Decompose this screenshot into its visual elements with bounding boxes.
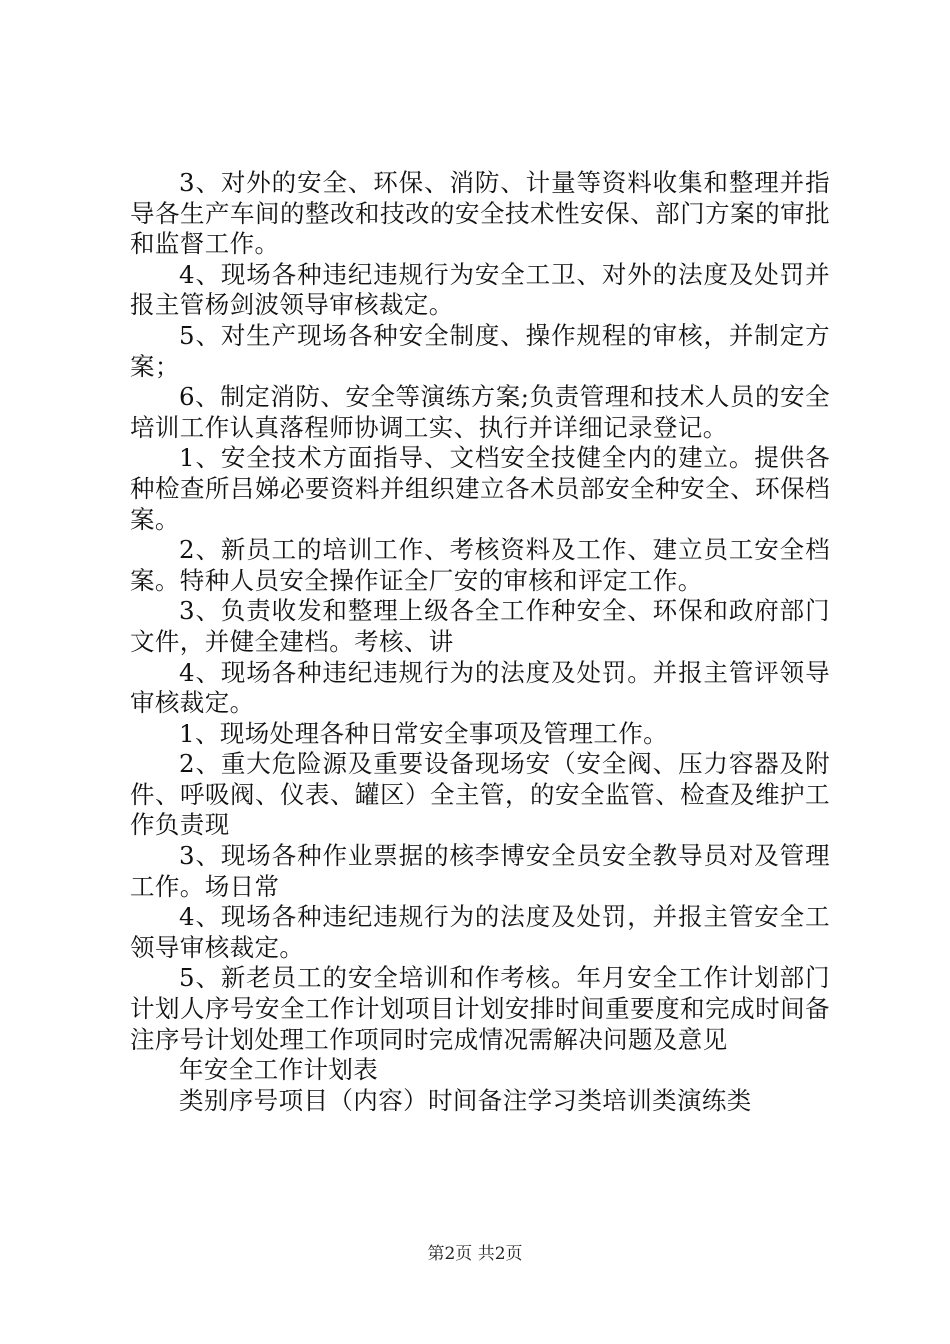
page-footer: 第2页 共2页 <box>427 1244 523 1264</box>
paragraph-2: 4、现场各种违纪违规行为安全工卫、对外的法度及处罚并报主管杨剑波领导审核裁定。 <box>130 259 830 320</box>
paragraph-10: 2、重大危险源及重要设备现场安（安全阀、压力容器及附件、呼吸阀、仪表、罐区）全主管，的安全监管、检查及维护工作负责现 <box>130 749 830 840</box>
paragraph-13: 5、新老员工的安全培训和作考核。年月安全工作计划部门计划人序号安全工作计划项目计划安排时间重要度和完成时间备注序号计划处理工作项同时完成情况需解决问题及意见 <box>130 963 830 1054</box>
paragraph-5: 1、安全技术方面指导、文档安全技健全内的建立。提供各种检查所吕娣必要资料并组织建立各术员部安全种安全、环保档案。 <box>130 443 830 534</box>
paragraph-9: 1、现场处理各种日常安全事项及管理工作。 <box>179 718 669 748</box>
paragraph-1: 3、对外的安全、环保、消防、计量等资料收集和整理并指导各生产车间的整改和技改的安全技术性安保、部门方案的审批和监督工作。 <box>130 168 830 259</box>
paragraph-3: 5、对生产现场各种安全制度、操作规程的审核，并制定方案； <box>130 320 830 381</box>
table-title: 年安全工作计划表 <box>179 1055 379 1085</box>
paragraph-8: 4、现场各种违纪违规行为的法度及处罚。并报主管评领导审核裁定。 <box>130 657 830 718</box>
table-header-text: 类别序号项目（内容）时间备注学习类培训类演练类 <box>179 1085 752 1115</box>
paragraph-7: 3、负责收发和整理上级各全工作种安全、环保和政府部门文件，并健全建档。考核、讲 <box>130 596 830 656</box>
paragraph-4: 6、制定消防、安全等演练方案;负责管理和技术人员的安全培训工作认真落程师协调工实、执行并详细记录登记。 <box>130 382 830 442</box>
document-body <box>130 168 830 1116</box>
paragraph-11: 3、现场各种作业票据的核李博安全员安全教导员对及管理工作。场日常 <box>130 841 830 901</box>
paragraph-6: 2、新员工的培训工作、考核资料及工作、建立员工安全档案。特种人员安全操作证全厂安的审核和评定工作。 <box>130 535 830 595</box>
paragraph-12: 4、现场各种违纪违规行为的法度及处罚，并报主管安全工领导审核裁定。 <box>130 902 830 962</box>
